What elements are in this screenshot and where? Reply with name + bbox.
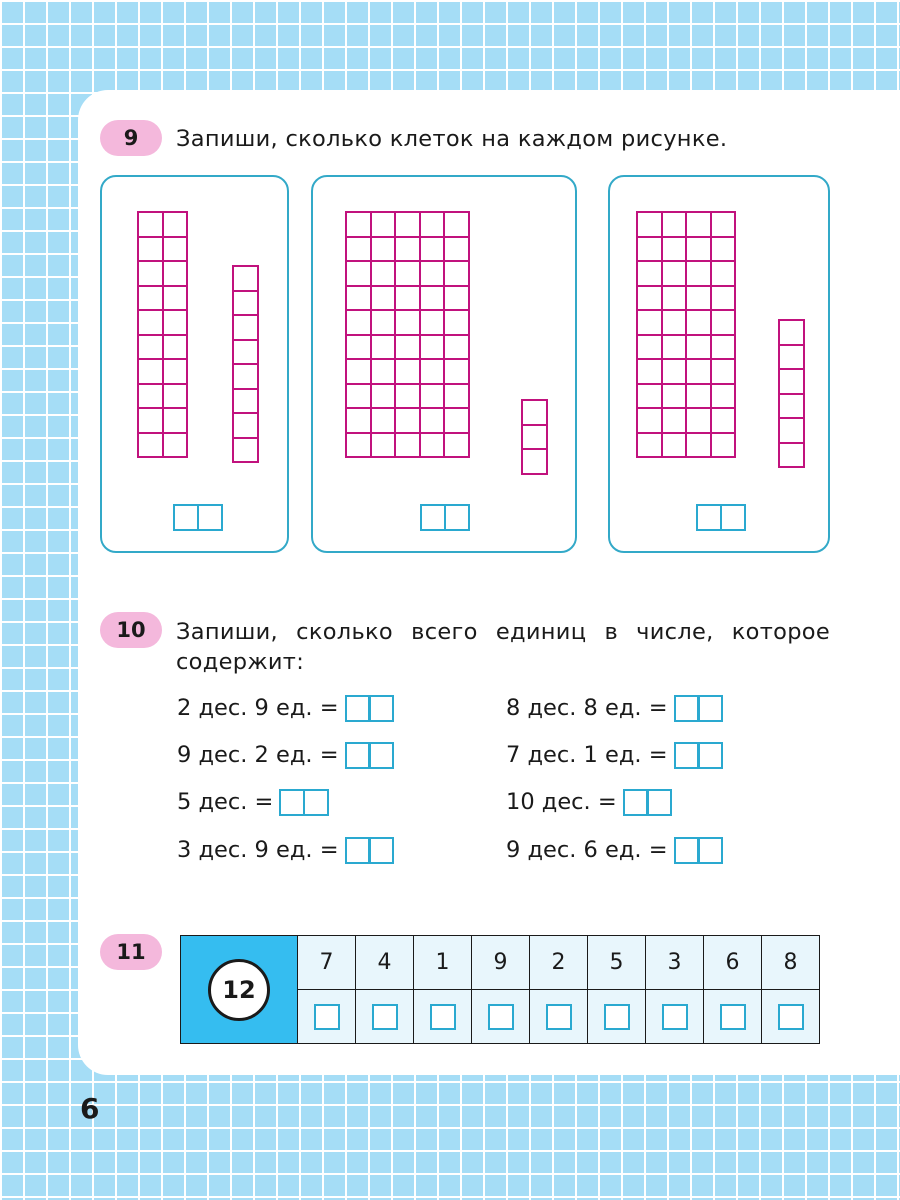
panel-1-big-grid (137, 211, 188, 458)
grid-cell (637, 212, 662, 237)
grid-cell (138, 261, 163, 286)
grid-cell (346, 359, 371, 384)
panel-1-small-column (232, 265, 259, 463)
equation-text: 7 дес. 1 ед. = (506, 742, 668, 768)
grid-cell (637, 310, 662, 335)
answer-box[interactable] (345, 695, 395, 722)
grid-cell (395, 310, 420, 335)
equation-right-1 (506, 692, 723, 724)
grid-cell (444, 237, 469, 262)
grid-cell (686, 286, 711, 311)
grid-cell (686, 237, 711, 262)
answer-box[interactable] (720, 1004, 746, 1030)
grid-cell (420, 359, 445, 384)
grid-cell (444, 335, 469, 360)
grid-cell (779, 443, 804, 468)
number-cell: 2 (530, 936, 588, 990)
grid-cell (138, 212, 163, 237)
grid-cell (163, 408, 188, 433)
task-9-badge: 9 (100, 120, 162, 156)
answer-cell (414, 990, 472, 1044)
grid-cell (395, 237, 420, 262)
number-cell: 3 (646, 936, 704, 990)
equation-text: 9 дес. 2 ед. = (177, 742, 339, 768)
grid-cell (686, 212, 711, 237)
grid-cell (686, 335, 711, 360)
grid-cell (163, 359, 188, 384)
panel-2-small-column (521, 399, 548, 475)
panel-2-answer-box[interactable] (420, 504, 470, 531)
grid-cell (163, 261, 188, 286)
answer-cell (298, 990, 356, 1044)
answer-box[interactable] (604, 1004, 630, 1030)
grid-cell (163, 335, 188, 360)
key-number-circle: 12 (208, 959, 270, 1021)
grid-cell (711, 237, 736, 262)
grid-cell (662, 408, 687, 433)
panel-3-small-column (778, 319, 805, 468)
number-cell: 5 (588, 936, 646, 990)
task-10-text-line1: Запиши, сколько всего единиц в числе, которое (176, 619, 830, 645)
task-9-text: Запиши, сколько клеток на каждом рисунке. (176, 126, 728, 152)
answer-box[interactable] (674, 837, 724, 864)
grid-cell (395, 261, 420, 286)
grid-cell (662, 212, 687, 237)
grid-cell (637, 359, 662, 384)
answer-cell (530, 990, 588, 1044)
grid-cell (233, 438, 258, 463)
grid-cell (711, 261, 736, 286)
grid-cell (163, 384, 188, 409)
equation-right-2 (506, 739, 723, 771)
grid-cell (233, 315, 258, 340)
grid-cell (138, 286, 163, 311)
grid-cell (779, 320, 804, 345)
equation-text: 2 дес. 9 ед. = (177, 695, 339, 721)
grid-cell (395, 433, 420, 458)
grid-cell (420, 212, 445, 237)
task-10-badge: 10 (100, 612, 162, 648)
grid-cell (346, 384, 371, 409)
number-cell: 8 (762, 936, 820, 990)
number-cell: 6 (704, 936, 762, 990)
grid-cell (163, 212, 188, 237)
grid-cell (371, 261, 396, 286)
answer-cell (704, 990, 762, 1044)
grid-cell (711, 212, 736, 237)
answer-box[interactable] (662, 1004, 688, 1030)
grid-cell (395, 408, 420, 433)
grid-cell (637, 286, 662, 311)
task-11-badge: 11 (100, 934, 162, 970)
panel-2 (311, 175, 577, 553)
number-cell: 1 (414, 936, 472, 990)
grid-cell (662, 286, 687, 311)
grid-cell (420, 384, 445, 409)
grid-cell (371, 286, 396, 311)
grid-cell (711, 408, 736, 433)
grid-cell (522, 425, 547, 450)
grid-cell (233, 340, 258, 365)
grid-cell (371, 212, 396, 237)
grid-cell (420, 310, 445, 335)
grid-cell (444, 286, 469, 311)
answer-box[interactable] (345, 742, 395, 769)
answer-box[interactable] (430, 1004, 456, 1030)
answer-box[interactable] (674, 742, 724, 769)
grid-cell (420, 261, 445, 286)
equation-text: 9 дес. 6 ед. = (506, 837, 668, 863)
grid-cell (686, 384, 711, 409)
grid-cell (138, 335, 163, 360)
grid-cell (779, 345, 804, 370)
grid-cell (371, 310, 396, 335)
grid-cell (662, 433, 687, 458)
answer-box[interactable] (623, 789, 673, 816)
grid-cell (233, 413, 258, 438)
grid-cell (420, 408, 445, 433)
grid-cell (163, 237, 188, 262)
grid-cell (420, 335, 445, 360)
grid-cell (163, 433, 188, 458)
panel-1-answer-box[interactable] (173, 504, 223, 531)
grid-cell (711, 310, 736, 335)
grid-cell (233, 389, 258, 414)
grid-cell (522, 449, 547, 474)
grid-cell (163, 286, 188, 311)
grid-cell (662, 384, 687, 409)
grid-cell (233, 364, 258, 389)
grid-cell (637, 237, 662, 262)
number-cell: 4 (356, 936, 414, 990)
grid-cell (779, 369, 804, 394)
grid-cell (346, 212, 371, 237)
grid-cell (662, 237, 687, 262)
equation-right-3 (506, 786, 672, 818)
equation-left-4 (177, 834, 394, 866)
equation-left-3 (177, 786, 329, 818)
page-number: 6 (80, 1092, 100, 1125)
equation-text: 8 дес. 8 ед. = (506, 695, 668, 721)
grid-cell (637, 433, 662, 458)
grid-cell (522, 400, 547, 425)
answer-cell (762, 990, 820, 1044)
grid-cell (233, 266, 258, 291)
grid-cell (444, 310, 469, 335)
grid-cell (686, 310, 711, 335)
equation-text: 5 дес. = (177, 789, 274, 815)
grid-cell (444, 359, 469, 384)
panel-1 (100, 175, 289, 553)
equation-right-4 (506, 834, 723, 866)
grid-cell (346, 286, 371, 311)
number-cell: 7 (298, 936, 356, 990)
grid-cell (662, 359, 687, 384)
task-10-text-line2: содержит: (176, 649, 305, 675)
grid-cell (371, 433, 396, 458)
grid-cell (637, 384, 662, 409)
grid-cell (637, 408, 662, 433)
grid-cell (371, 335, 396, 360)
grid-cell (138, 433, 163, 458)
grid-cell (662, 335, 687, 360)
grid-cell (395, 384, 420, 409)
grid-cell (346, 261, 371, 286)
grid-cell (686, 433, 711, 458)
grid-cell (346, 408, 371, 433)
grid-cell (138, 359, 163, 384)
grid-cell (138, 384, 163, 409)
grid-cell (395, 212, 420, 237)
grid-cell (138, 310, 163, 335)
grid-cell (371, 384, 396, 409)
panel-3-big-grid (636, 211, 736, 458)
grid-cell (420, 433, 445, 458)
grid-cell (637, 261, 662, 286)
grid-cell (779, 394, 804, 419)
grid-cell (444, 433, 469, 458)
grid-cell (711, 335, 736, 360)
answer-box[interactable] (488, 1004, 514, 1030)
grid-cell (371, 408, 396, 433)
key-cell (181, 936, 298, 1044)
answer-cell (356, 990, 414, 1044)
answer-box[interactable] (546, 1004, 572, 1030)
answer-box[interactable] (674, 695, 724, 722)
equation-text: 10 дес. = (506, 789, 617, 815)
grid-cell (444, 261, 469, 286)
grid-cell (346, 310, 371, 335)
answer-cell (588, 990, 646, 1044)
grid-cell (711, 384, 736, 409)
grid-cell (420, 237, 445, 262)
answer-box[interactable] (279, 789, 329, 816)
panel-3-answer-box[interactable] (696, 504, 746, 531)
grid-cell (346, 433, 371, 458)
answer-box[interactable] (345, 837, 395, 864)
addition-table (180, 935, 820, 1044)
grid-cell (395, 286, 420, 311)
grid-cell (686, 359, 711, 384)
grid-cell (233, 291, 258, 316)
answer-cell (472, 990, 530, 1044)
grid-cell (371, 359, 396, 384)
grid-cell (163, 310, 188, 335)
grid-cell (637, 335, 662, 360)
panel-3 (608, 175, 830, 553)
grid-cell (779, 418, 804, 443)
grid-cell (371, 237, 396, 262)
grid-cell (346, 237, 371, 262)
grid-cell (711, 359, 736, 384)
grid-cell (395, 335, 420, 360)
number-cell: 9 (472, 936, 530, 990)
grid-cell (138, 408, 163, 433)
equation-left-2 (177, 739, 394, 771)
grid-cell (346, 335, 371, 360)
answer-box[interactable] (372, 1004, 398, 1030)
grid-cell (444, 408, 469, 433)
grid-cell (420, 286, 445, 311)
grid-cell (711, 286, 736, 311)
panel-2-big-grid (345, 211, 470, 458)
equation-text: 3 дес. 9 ед. = (177, 837, 339, 863)
grid-cell (138, 237, 163, 262)
grid-cell (686, 261, 711, 286)
answer-cell (646, 990, 704, 1044)
grid-cell (686, 408, 711, 433)
grid-cell (711, 433, 736, 458)
equation-left-1 (177, 692, 394, 724)
grid-cell (662, 261, 687, 286)
grid-cell (444, 384, 469, 409)
answer-box[interactable] (778, 1004, 804, 1030)
answer-box[interactable] (314, 1004, 340, 1030)
grid-cell (395, 359, 420, 384)
grid-cell (444, 212, 469, 237)
grid-cell (662, 310, 687, 335)
